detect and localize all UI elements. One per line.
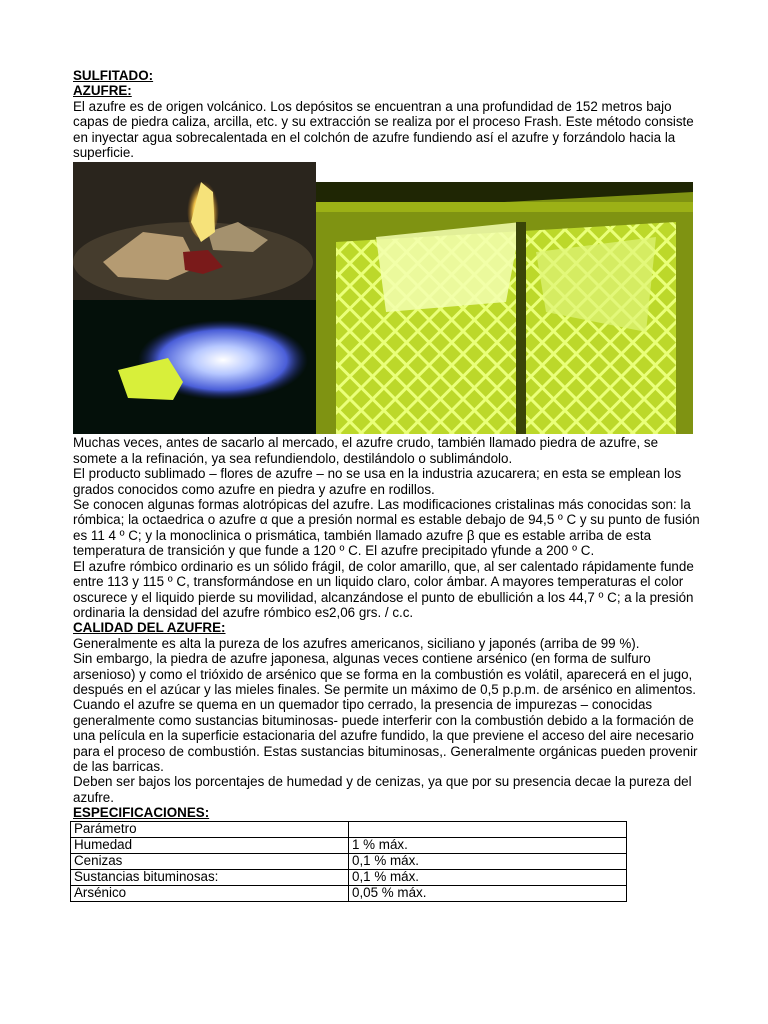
heading-azufre: AZUFRE: <box>73 83 132 99</box>
table-cell-value: 0,1 % máx. <box>349 853 627 869</box>
table-cell-parameter: Humedad <box>71 837 349 853</box>
paragraph-arsenico: Sin embargo, la piedra de azufre japonesa, algunas veces contiene arsénico (en forma de sulfuro arsenioso) y como el trióxido de arsénico que se forma en la combustión es volátil, aparecerá en el jugo, después en el azúcar y las mieles finales. Se permite un máximo de 0,5 p.p.m. de arsénico en alimentos. <box>73 651 696 697</box>
paragraph-combustion: Cuando el azufre se quema en un quemador tipo cerrado, la presencia de impurezas – conocidas generalmente como sustancias bituminosas- puede interferir con la combustión debido a la formación de una película en la superficie estacionaria del azufre fundido, la que previene el acceso del aire necesario para el proceso de combustión. Estas sustancias bituminosas,. Generalmente orgánicas pueden provenir de las barricas. <box>73 697 698 774</box>
heading-calidad: CALIDAD DEL AZUFRE: <box>73 620 226 636</box>
sulfur-blue-flame-photo <box>73 300 316 434</box>
paragraph-alotropicas: Se conocen algunas formas alotrópicas del azufre. Las modificaciones cristalinas más conocidas son: la rómbica; la octaedrica o azufre α que a presión normal es estable debajo de 94,5 º C y su punto de fusión es 11 4 º C; y la monoclinica o prismática, también llamado azufre β que es estable arriba de esta temperatura de transición y que funde a 120 º C. El azufre precipitado γfunde a 200 º C. <box>73 497 700 559</box>
table-header-row <box>71 821 627 837</box>
paragraph-pureza: Generalmente es alta la pureza de los azufres americanos, siciliano y japonés (arriba de 99 %). <box>73 635 640 651</box>
table-cell-value: 1 % máx. <box>349 837 627 853</box>
table-cell-value: 0,1 % máx. <box>349 869 627 885</box>
sulfur-photos <box>73 162 703 434</box>
document-page <box>73 68 703 902</box>
table-cell-parameter: Arsénico <box>71 885 349 901</box>
heading-especificaciones: ESPECIFICACIONES: <box>73 805 210 821</box>
heading-sulfitado: SULFITADO: <box>73 68 154 83</box>
sulfur-rocks-burning-photo <box>73 162 316 300</box>
paragraph-rombico: El azufre rómbico ordinario es un sólido frágil, de color amarillo, que, al ser calentado rápidamente funde entre 113 y 115 º C, transformándose en un liquido claro, color ámbar. A mayores temperaturas el color oscurece y el liquido pierde su movilidad, alcanzándose el punto de ebullición a los 44,7 º C; a la presión ordinaria la densidad del azufre rómbico es2,06 grs. / c.c. <box>73 558 694 620</box>
paragraph-sublimado: El producto sublimado – flores de azufre – no se usa en la industria azucarera; en esta se emplean los grados conocidos como azufre en piedra y azufre en rodillos. <box>73 466 682 497</box>
table-row <box>71 853 627 869</box>
table-header-cell <box>349 821 627 837</box>
table-cell-parameter: Sustancias bituminosas: <box>71 869 349 885</box>
table-header-cell: Parámetro <box>71 821 349 837</box>
table-cell-parameter: Cenizas <box>71 853 349 869</box>
table-row <box>71 869 627 885</box>
sulfur-mesh-tray-photo <box>316 182 693 434</box>
specifications-table <box>70 821 627 902</box>
table-row <box>71 885 627 901</box>
paragraph-humedad: Deben ser bajos los porcentajes de humedad y de cenizas, ya que por su presencia decae la pureza del azufre. <box>73 774 692 805</box>
paragraph-refinacion: Muchas veces, antes de sacarlo al mercado, el azufre crudo, también llamado piedra de azufre, se somete a la refinación, ya sea refundiendolo, destilándolo o sublimándolo. <box>73 435 659 466</box>
table-row <box>71 837 627 853</box>
intro-paragraph: El azufre es de origen volcánico. Los depósitos se encuentran a una profundidad de 152 metros bajo capas de piedra caliza, arcilla, etc. y su extracción se realiza por el proceso Frash. Este método consiste en inyectar agua sobrecalentada en el colchón de azufre fundiendo así el azufre y forzándolo hacia la superficie. <box>73 98 694 161</box>
table-cell-value: 0,05 % máx. <box>349 885 627 901</box>
